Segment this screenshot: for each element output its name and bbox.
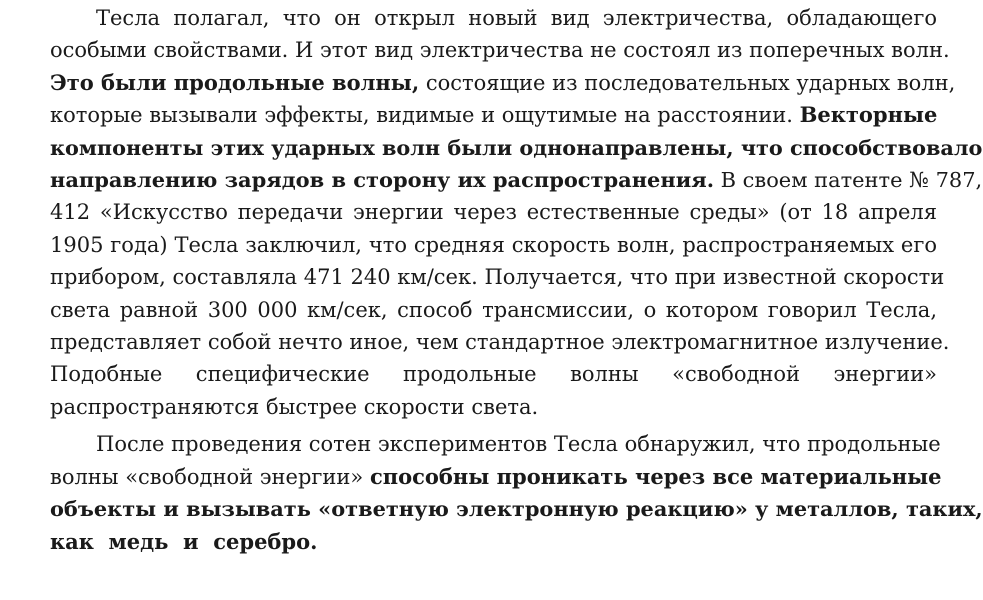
bold-text-run: Это были продольные волны, xyxy=(50,69,420,95)
text-line xyxy=(4,196,937,228)
text-line xyxy=(4,2,937,34)
text-line xyxy=(4,358,937,390)
text-run: 412 «Искусство передачи энергии через естественные среды» (от 18 апреля xyxy=(50,200,937,225)
text-run: волны «свободной энергии» xyxy=(50,464,370,489)
text-line xyxy=(4,493,983,525)
text-run: особыми свойствами. И этот вид электричества не состоял из поперечных волн. xyxy=(50,38,950,63)
text-run: После проведения сотен экспериментов Тесла обнаружил, что продольные xyxy=(96,432,941,457)
text-line xyxy=(4,461,942,493)
bold-text-run: компоненты этих ударных волн были однонаправлены, что способствовало xyxy=(50,134,983,160)
text-run: Тесла полагал, что он открыл новый вид электричества, обладающего xyxy=(96,6,937,30)
bold-text-run: Векторные xyxy=(799,102,938,128)
text-run: В своем патенте № 787, xyxy=(713,168,983,193)
paragraph-2 xyxy=(4,428,983,558)
text-line xyxy=(4,294,937,326)
text-line xyxy=(4,132,983,164)
text-run: состоящие из последовательных ударных волн, xyxy=(419,70,956,95)
text-line xyxy=(4,526,937,558)
text-run: 1905 года) Тесла заключил, что средняя скорость волн, распространяемых его xyxy=(50,232,937,257)
text-line xyxy=(4,164,983,196)
text-line xyxy=(4,326,950,358)
bold-text-run: направлению зарядов в сторону их распространения. xyxy=(50,167,714,193)
bold-text-run: способны проникать через все материальные xyxy=(369,463,942,489)
bold-text-run: объекты и вызывать «ответную электронную реакцию» у металлов, таких, xyxy=(50,496,983,522)
text-line xyxy=(4,67,956,99)
text-line xyxy=(4,261,945,293)
text-run: Подобные специфические продольные волны «свободной энергии» xyxy=(50,362,937,387)
text-run: которые вызывали эффекты, видимые и ощутимые на расстоянии. xyxy=(50,103,800,128)
text-run: представляет собой нечто иное, чем стандартное электромагнитное излучение. xyxy=(50,330,950,355)
text-line xyxy=(4,428,941,460)
document-page xyxy=(4,2,983,558)
paragraph-1 xyxy=(4,2,983,423)
text-run: света равной 300 000 км/сек, способ трансмиссии, о котором говорил Тесла, xyxy=(50,297,937,322)
text-line xyxy=(4,229,937,261)
text-run: распространяются быстрее скорости света. xyxy=(50,394,539,419)
text-run: прибором, составляла 471 240 км/сек. Получается, что при известной скорости xyxy=(50,265,945,290)
text-line xyxy=(4,99,937,131)
text-line xyxy=(4,391,937,423)
bold-text-run: как медь и серебро. xyxy=(50,528,318,554)
text-line xyxy=(4,34,950,66)
